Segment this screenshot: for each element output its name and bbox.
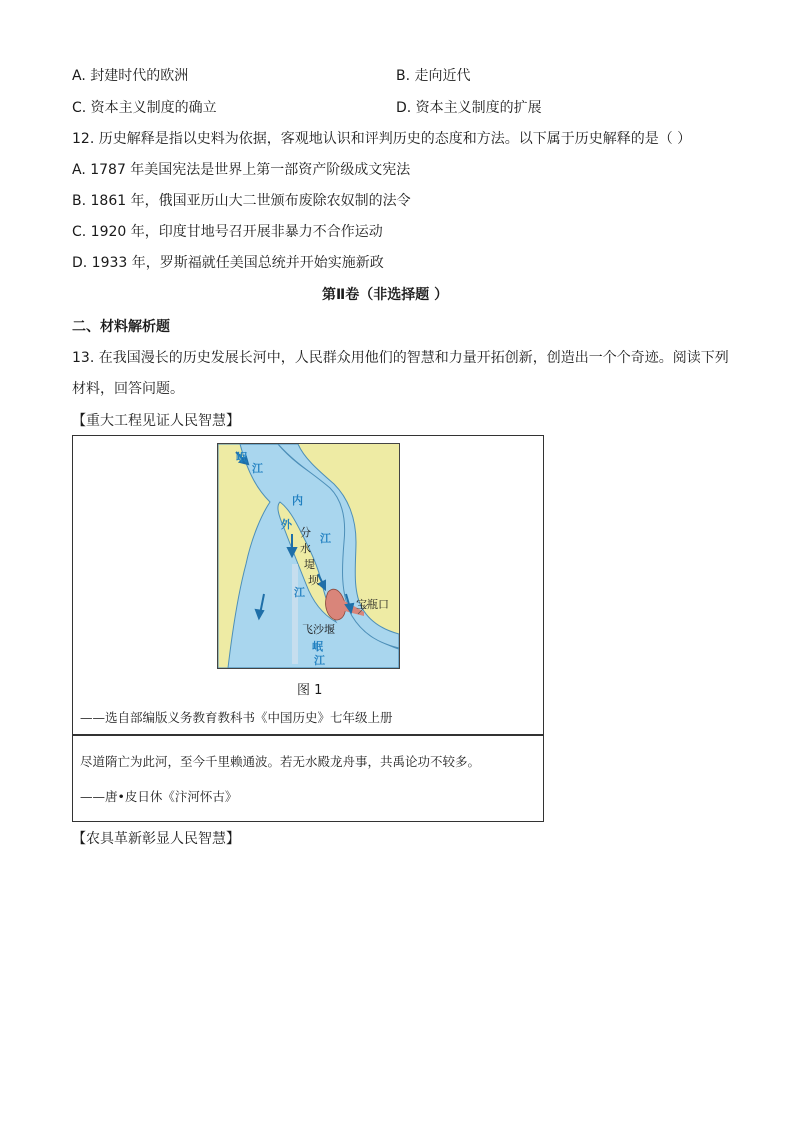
label-wai: 外 xyxy=(281,518,292,531)
label-min-1: 岷 xyxy=(236,451,247,464)
part-title: 二、材料解析题 xyxy=(72,319,170,335)
material-heading-1: 【重大工程见证人民智慧】 xyxy=(72,413,240,429)
question-12-stem: 12. 历史解释是指以史料为依据，客观地认识和评判历史的态度和方法。以下属于历史解释的是（ ） xyxy=(72,131,692,147)
question-12-option-a: A. 1787 年美国宪法是世界上第一部资产阶级成文宪法 xyxy=(72,162,411,178)
label-ba: 坝 xyxy=(308,574,319,587)
option-d: D. 资本主义制度的扩展 xyxy=(396,100,542,116)
question-12-option-b: B. 1861 年，俄国亚历山大二世颁布废除农奴制的法令 xyxy=(72,193,411,209)
poem-box xyxy=(72,734,544,822)
label-baopingkou: 宝瓶口 xyxy=(356,598,389,611)
option-c: C. 资本主义制度的确立 xyxy=(72,100,217,116)
label-shui: 水 xyxy=(300,542,311,555)
label-jiang-2: 江 xyxy=(314,654,325,667)
question-12-option-c: C. 1920 年，印度甘地号召开展非暴力不合作运动 xyxy=(72,224,383,240)
label-jiang-1: 江 xyxy=(252,462,263,475)
figure-source: ——选自部编版义务教育教科书《中国历史》七年级上册 xyxy=(80,710,393,725)
question-12-option-d: D. 1933 年，罗斯福就任美国总统并开始实施新政 xyxy=(72,255,384,271)
dujiangyan-map xyxy=(217,443,400,669)
label-nei: 内 xyxy=(292,494,303,507)
label-di: 堤 xyxy=(304,558,315,571)
option-b: B. 走向近代 xyxy=(396,68,471,84)
label-feishayan: 飞沙堰 xyxy=(302,623,335,636)
poem-author: ——唐•皮日休《汴河怀古》 xyxy=(80,789,238,804)
label-min-2: 岷 xyxy=(312,640,323,653)
label-jiang-wai: 江 xyxy=(294,586,305,599)
option-a: A. 封建时代的欧洲 xyxy=(72,68,189,84)
label-jiang-nei: 江 xyxy=(320,532,331,545)
poem-text: 尽道隋亡为此河，至今千里赖通波。若无水殿龙舟事，共禹论功不较多。 xyxy=(80,754,481,769)
question-13-stem-line1: 13. 在我国漫长的历史发展长河中，人民群众用他们的智慧和力量开拓创新，创造出一个个奇迹。阅读下列 xyxy=(72,350,729,366)
label-fen: 分 xyxy=(300,526,311,539)
material-heading-2: 【农具革新彰显人民智慧】 xyxy=(72,831,240,847)
figure-caption: 图 1 xyxy=(297,683,323,698)
question-13-stem-line2: 材料，回答问题。 xyxy=(72,381,184,397)
volume-title: 第Ⅱ卷（非选择题 ） xyxy=(322,287,449,303)
